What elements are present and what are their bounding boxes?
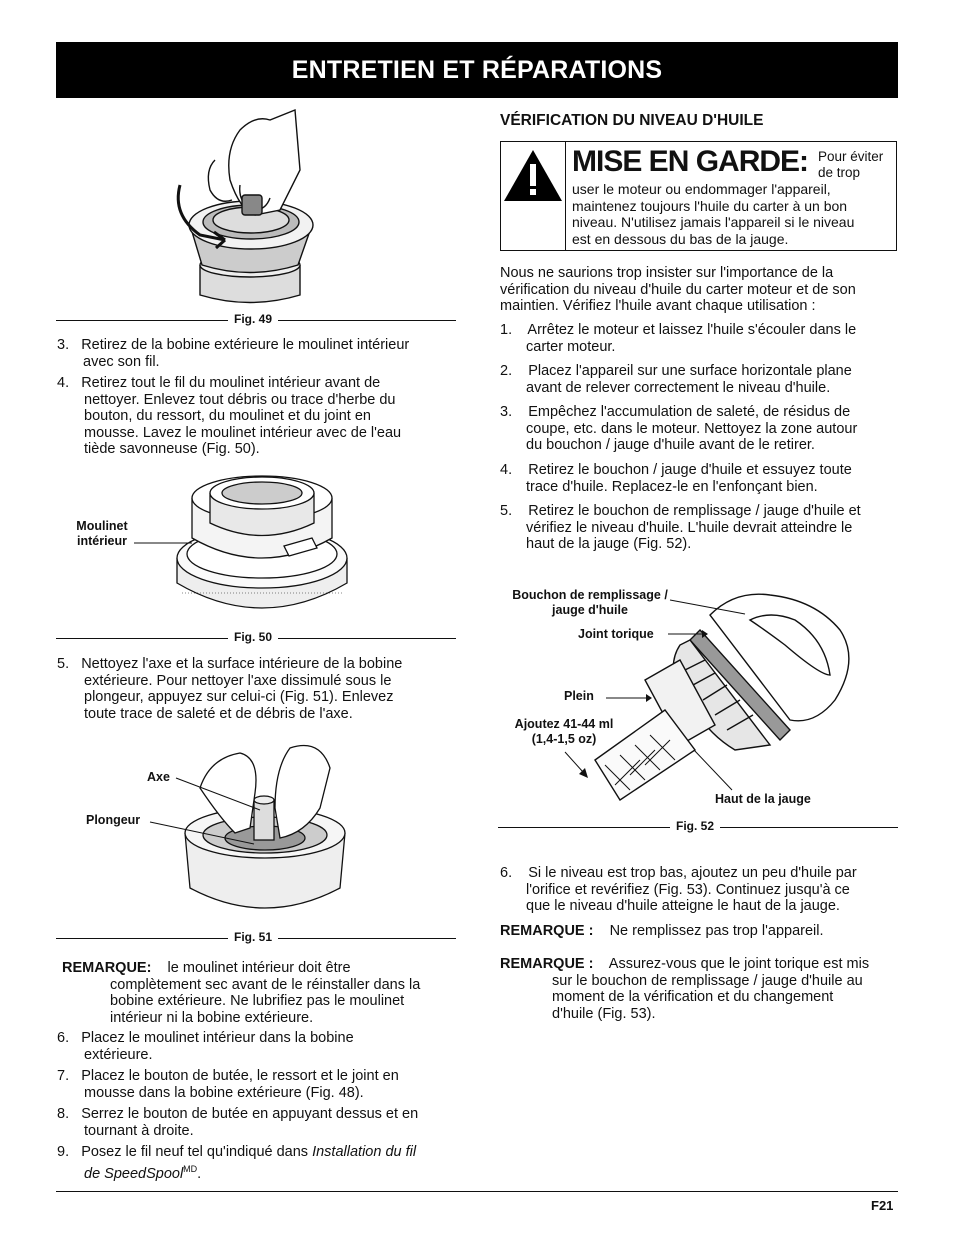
fig50-label: Fig. 50	[228, 630, 278, 644]
fig52-label: Fig. 52	[670, 819, 720, 833]
warning-side-text	[818, 149, 883, 180]
note-text-line: sur le bouchon de remplissage / jauge d'huile au	[552, 972, 863, 989]
warning-line: niveau. N'utilisez jamais l'appareil si le niveau	[572, 214, 855, 230]
step-number: 6.	[500, 865, 513, 881]
note-text-line: d'huile (Fig. 53).	[552, 1005, 656, 1022]
fig50-leader-line	[134, 538, 194, 548]
step-number: 3.	[500, 404, 513, 420]
step-text-line: tournant à droite.	[84, 1122, 194, 1139]
note-label: REMARQUE :	[500, 923, 594, 939]
step-text-italic: Installation du fil	[312, 1144, 417, 1160]
right-step-5	[500, 503, 900, 553]
fig51-leader-axe	[176, 776, 266, 816]
step-text-line: coupe, etc. dans le moteur. Nettoyez la zone autour	[526, 420, 858, 437]
intro-line: vérification du niveau d'huile du carter moteur et de son	[500, 281, 856, 298]
page-number: F21	[871, 1198, 894, 1213]
left-step-6	[57, 1030, 457, 1063]
step-text-italic: de SpeedSpool	[84, 1165, 184, 1182]
step-text-line: nettoyer. Enlevez tout débris ou trace d'herbe du	[84, 391, 396, 408]
fig52-arrow-ajoutez	[563, 750, 593, 780]
fig52-arrow-plein	[606, 691, 652, 705]
step-text-line: Retirez de la bobine extérieure le moulinet intérieur	[81, 337, 410, 353]
step-text-line: Retirez le bouchon / jauge d'huile et essuyez toute	[528, 462, 852, 478]
step-text-line: plongeur, appuyez sur celui-ci (Fig. 51). Enlevez	[84, 689, 394, 705]
callout-line: Ajoutez 41-44 ml	[514, 717, 614, 731]
fig49-label: Fig. 49	[228, 312, 278, 326]
note-text-line: le moulinet intérieur doit être	[167, 960, 351, 976]
step-text-line: du bouchon / jauge d'huile avant de le retirer.	[526, 437, 815, 453]
step-text-line: mousse. Lavez le moulinet intérieur avec de l'eau	[84, 424, 402, 441]
step-text-line: Serrez le bouton de butée en appuyant dessus et en	[81, 1106, 419, 1122]
fig50-callout-moulinet	[72, 519, 132, 549]
left-step-7	[57, 1068, 457, 1101]
fig50-illustration	[172, 468, 352, 628]
warning-side-line: de trop	[818, 164, 861, 180]
footer-rule	[56, 1191, 898, 1192]
step-text-line: vérifiez le niveau d'huile. L'huile devrait atteindre le	[526, 519, 853, 536]
step-text-line: haut de la jauge (Fig. 52).	[526, 536, 692, 552]
note-label: REMARQUE:	[62, 960, 152, 976]
note-text: Ne remplissez pas trop l'appareil.	[609, 923, 824, 939]
step-text-line: Nettoyez l'axe et la surface intérieure de la bobine	[81, 656, 403, 672]
step-text-line: tiède savonneuse (Fig. 50).	[84, 441, 260, 457]
step-number: 7.	[57, 1068, 70, 1084]
fig52-leader-bouchon	[670, 596, 750, 616]
warning-icon-cell	[501, 142, 566, 250]
callout-line: (1,4-1,5 oz)	[531, 732, 597, 746]
warning-body	[572, 181, 892, 247]
fig52-leader-haut	[690, 748, 740, 793]
step-text-line: bouton, du ressort, du moulinet et du joint en	[84, 408, 371, 424]
step-text-line: Placez l'appareil sur une surface horizontale plane	[528, 363, 852, 379]
step-number: 3.	[57, 337, 70, 353]
intro-line: Nous ne saurions trop insister sur l'importance de la	[500, 265, 834, 281]
fig52-callout-bouchon	[500, 588, 680, 618]
callout-line: Moulinet	[76, 519, 128, 533]
step-number: 2.	[500, 363, 513, 379]
step-text-line: carter moteur.	[526, 338, 616, 355]
step-text-line: Placez le moulinet intérieur dans la bobine	[81, 1030, 354, 1046]
right-step-1	[500, 322, 900, 355]
callout-line: intérieur	[76, 534, 127, 548]
step-number: 1.	[500, 322, 513, 338]
left-step-3	[57, 337, 457, 370]
note-text-line: bobine extérieure. Ne lubrifiez pas le moulinet	[110, 993, 405, 1009]
fig52-arrow-joint	[668, 627, 708, 641]
page-header	[56, 42, 898, 98]
step-number: 5.	[500, 503, 513, 519]
step-text-line: Placez le bouton de butée, le ressort et le joint en	[81, 1068, 399, 1084]
note-text-line: intérieur ni la bobine extérieure.	[110, 1009, 314, 1026]
trademark-sup: MD	[183, 1163, 198, 1174]
note-label: REMARQUE :	[500, 956, 594, 972]
left-note	[62, 960, 457, 1026]
note-text-line: complètement sec avant de le réinstaller dans la	[110, 976, 421, 993]
warning-line: user le moteur ou endommager l'appareil,	[572, 181, 831, 197]
note-text-line: moment de la vérification et du changement	[552, 989, 834, 1005]
step-number: 4.	[57, 375, 70, 391]
right-step-2	[500, 363, 900, 396]
right-step-6	[500, 865, 900, 915]
step-text-end: .	[197, 1165, 202, 1182]
warning-line: maintenez toujours l'huile du carter à un bon	[572, 197, 848, 214]
step-text-line: avant de relever correctement le niveau d'huile.	[526, 379, 831, 396]
fig52-callout-ajoutez	[508, 717, 620, 747]
note-text-line: Assurez-vous que le joint torique est mis	[608, 956, 870, 972]
left-step-9	[57, 1144, 457, 1182]
right-step-4	[500, 462, 900, 495]
step-number: 8.	[57, 1106, 70, 1122]
left-step-8	[57, 1106, 457, 1139]
step-text-line: Arrêtez le moteur et laissez l'huile s'écouler dans le	[527, 322, 857, 338]
section-title-oil: VÉRIFICATION DU NIVEAU D'HUILE	[500, 112, 764, 129]
step-text-line: l'orifice et revérifiez (Fig. 53). Continuez jusqu'à ce	[526, 881, 850, 898]
warning-line: est en dessous du bas de la jauge.	[572, 230, 789, 247]
intro-line: maintien. Vérifiez l'huile avant chaque utilisation :	[500, 298, 816, 314]
step-text-line: Empêchez l'accumulation de saleté, de résidus de	[528, 404, 851, 420]
fig51-callout-axe: Axe	[147, 770, 170, 784]
step-number: 6.	[57, 1030, 70, 1046]
step-text-line: mousse dans la bobine extérieure (Fig. 48).	[84, 1084, 364, 1101]
step-text-line: Si le niveau est trop bas, ajoutez un peu d'huile par	[528, 865, 857, 881]
left-step-5	[57, 656, 457, 722]
right-note-1	[500, 923, 900, 940]
right-note-2	[500, 956, 900, 1022]
step-text-line: que le niveau d'huile atteigne le haut de la jauge.	[526, 898, 840, 914]
fig51-callout-plongeur: Plongeur	[86, 813, 141, 827]
warning-box	[500, 141, 897, 251]
fig52-callout-haut: Haut de la jauge	[715, 792, 811, 806]
step-text-line: toute trace de saleté et de débris de l'axe.	[84, 705, 353, 722]
step-text-line: extérieure. Pour nettoyer l'axe dissimulé sous le	[84, 672, 392, 689]
fig51-leader-plongeur	[150, 820, 260, 850]
callout-line: Bouchon de remplissage /	[512, 588, 668, 602]
fig51-label: Fig. 51	[228, 930, 278, 944]
step-text-line: avec son fil.	[83, 353, 160, 370]
left-step-4	[57, 375, 457, 458]
right-step-3	[500, 404, 900, 454]
warning-side-line: Pour éviter	[818, 149, 884, 164]
fig52-callout-plein: Plein	[564, 689, 594, 703]
step-number: 9.	[57, 1144, 70, 1160]
step-text-line: extérieure.	[84, 1046, 153, 1063]
warning-triangle-icon	[501, 142, 565, 250]
page-title: ENTRETIEN ET RÉPARATIONS	[291, 55, 663, 84]
step-text-line: trace d'huile. Replacez-le en l'enfonçant bien.	[526, 478, 818, 495]
oil-intro	[500, 265, 900, 315]
step-text-line: Retirez tout le fil du moulinet intérieur avant de	[81, 375, 381, 391]
fig52-callout-joint: Joint torique	[578, 627, 654, 641]
callout-line: jauge d'huile	[552, 603, 628, 617]
warning-title: MISE EN GARDE:	[572, 145, 809, 178]
step-text-plain: Posez le fil neuf tel qu'indiqué dans	[81, 1144, 313, 1160]
step-number: 5.	[57, 656, 70, 672]
fig49-illustration	[170, 110, 330, 310]
step-number: 4.	[500, 462, 513, 478]
step-text-line: Retirez le bouchon de remplissage / jauge d'huile et	[528, 503, 861, 519]
